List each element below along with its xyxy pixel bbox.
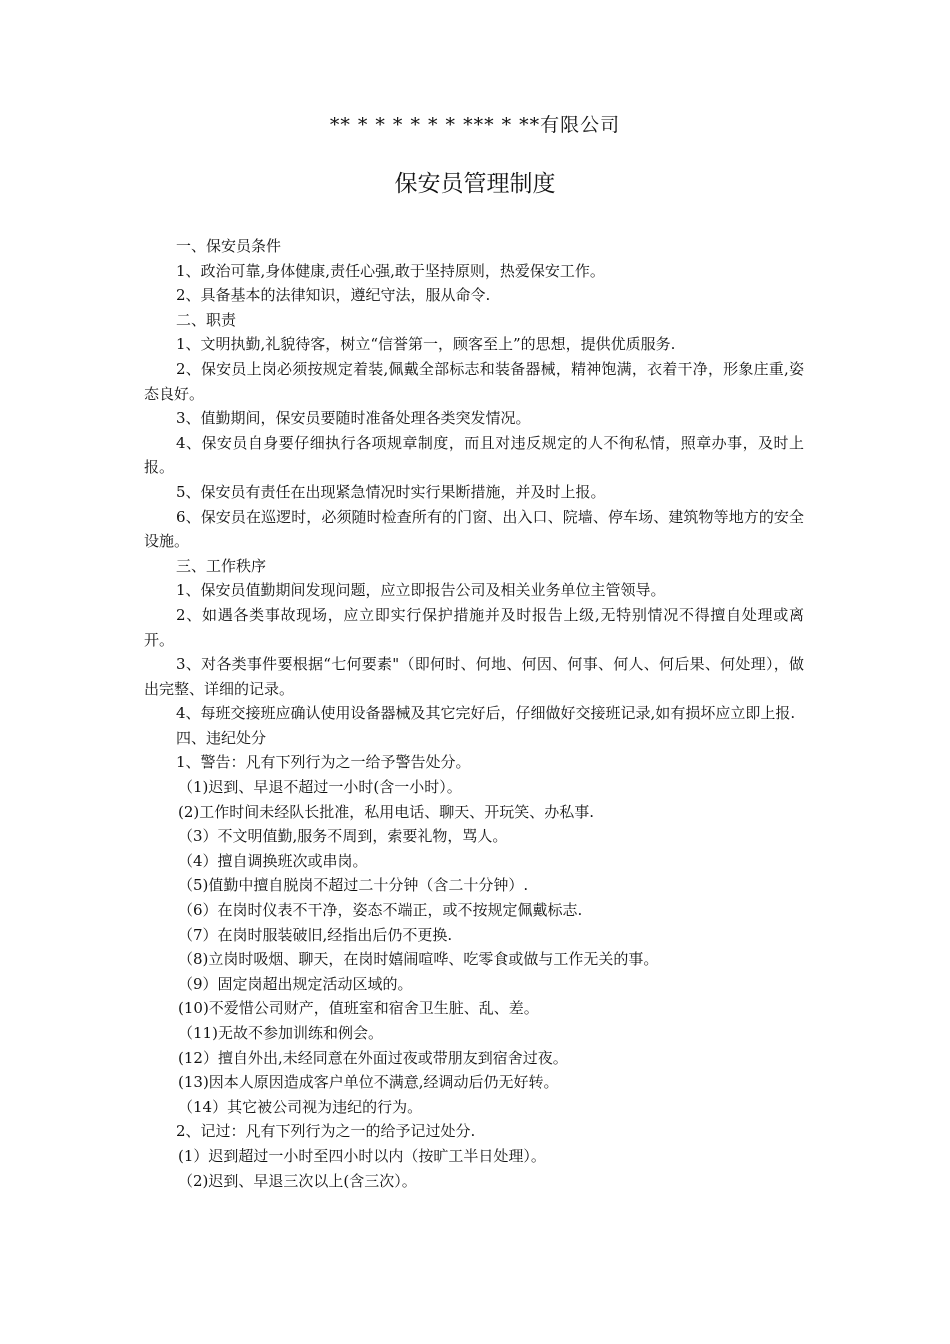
list-item: （9）固定岗超出规定活动区域的。 <box>178 974 413 993</box>
list-item: （7）在岗时服装破旧,经指出后仍不更换. <box>178 925 453 944</box>
list-item: （8)立岗时吸烟、聊天，在岗时嬉闹喧哗、吃零食或做与工作无关的事。 <box>178 950 659 969</box>
list-item: （1)迟到、早退不超过一小时(含一小时）。 <box>178 778 462 797</box>
list-item: (12）擅自外出,未经同意在外面过夜或带朋友到宿舍过夜。 <box>178 1048 568 1067</box>
list-item: (10)不爱惜公司财产，值班室和宿舍卫生脏、乱、差。 <box>178 999 539 1018</box>
paragraph: 1、文明执勤,礼貌待客，树立“信誉第一，顾客至上”的思想，提供优质服务. <box>176 335 676 354</box>
list-item: （5)值勤中擅自脱岗不超过二十分钟（含二十分钟）. <box>178 876 529 895</box>
list-item: (13)因本人原因造成客户单位不满意,经调动后仍无好转。 <box>178 1073 559 1092</box>
list-item: (1）迟到超过一小时至四小时以内（按旷工半日处理）。 <box>178 1146 546 1165</box>
paragraph: 6、保安员在巡逻时，必须随时检查所有的门窗、出入口、院墙、停车场、建筑物等地方的安全设施。 <box>144 507 804 551</box>
paragraph: 2、如遇各类事故现场，应立即实行保护措施并及时报告上级,无特别情况不得擅自处理或离开。 <box>144 605 804 649</box>
section-heading-work-order: 三、工作秩序 <box>176 556 267 575</box>
paragraph: 2、记过：凡有下列行为之一的给予记过处分. <box>176 1122 476 1141</box>
paragraph: 3、值勤期间，保安员要随时准备处理各类突发情况。 <box>176 409 531 428</box>
paragraph: 3、对各类事件要根据“七何要素"（即何时、何地、何因、何事、何人、何后果、何处理），做出完整、详细的记录。 <box>144 655 804 698</box>
section-heading-discipline: 四、违纪处分 <box>176 728 267 747</box>
list-item: （14）其它被公司视为违纪的行为。 <box>178 1097 423 1116</box>
list-item: (2)工作时间未经队长批准，私用电话、聊天、开玩笑、办私事. <box>178 802 595 821</box>
section-heading-duties: 二、职责 <box>176 310 237 329</box>
list-item: （6）在岗时仪表不干净，姿态不端正，或不按规定佩戴标志. <box>178 901 583 920</box>
paragraph: 4、每班交接班应确认使用设备器械及其它完好后，仔细做好交接班记录,如有损坏应立即上报. <box>176 704 796 723</box>
paragraph: 4、保安员自身要仔细执行各项规章制度，而且对违反规定的人不徇私情，照章办事，及时上报。 <box>144 433 804 477</box>
section-heading-conditions: 一、保安员条件 <box>176 237 282 255</box>
list-item: （4）擅自调换班次或串岗。 <box>178 851 368 870</box>
document-body <box>144 234 804 1193</box>
list-item: （3）不文明值勤,服务不周到，索要礼物，骂人。 <box>178 827 508 846</box>
paragraph: 1、警告：凡有下列行为之一给予警告处分。 <box>176 753 471 772</box>
list-item: （2)迟到、早退三次以上(含三次）。 <box>178 1171 417 1190</box>
company-name: ** * * * * * * *** * **有限公司 <box>329 114 621 136</box>
paragraph: 1、政治可靠,身体健康,责任心强,敢于坚持原则，热爱保安工作。 <box>176 261 605 280</box>
paragraph: 5、保安员有责任在出现紧急情况时实行果断措施，并及时上报。 <box>176 482 606 501</box>
paragraph: 1、保安员值勤期间发现问题，应立即报告公司及相关业务单位主管领导。 <box>176 581 666 600</box>
paragraph: 2、保安员上岗必须按规定着装,佩戴全部标志和装备器械，精神饱满，衣着干净，形象庄重,姿态良好。 <box>144 359 804 403</box>
paragraph: 2、具备基本的法律知识，遵纪守法，服从命令. <box>176 286 491 305</box>
list-item: （11)无故不参加训练和例会。 <box>178 1024 383 1042</box>
page-title: 保安员管理制度 <box>394 171 556 197</box>
